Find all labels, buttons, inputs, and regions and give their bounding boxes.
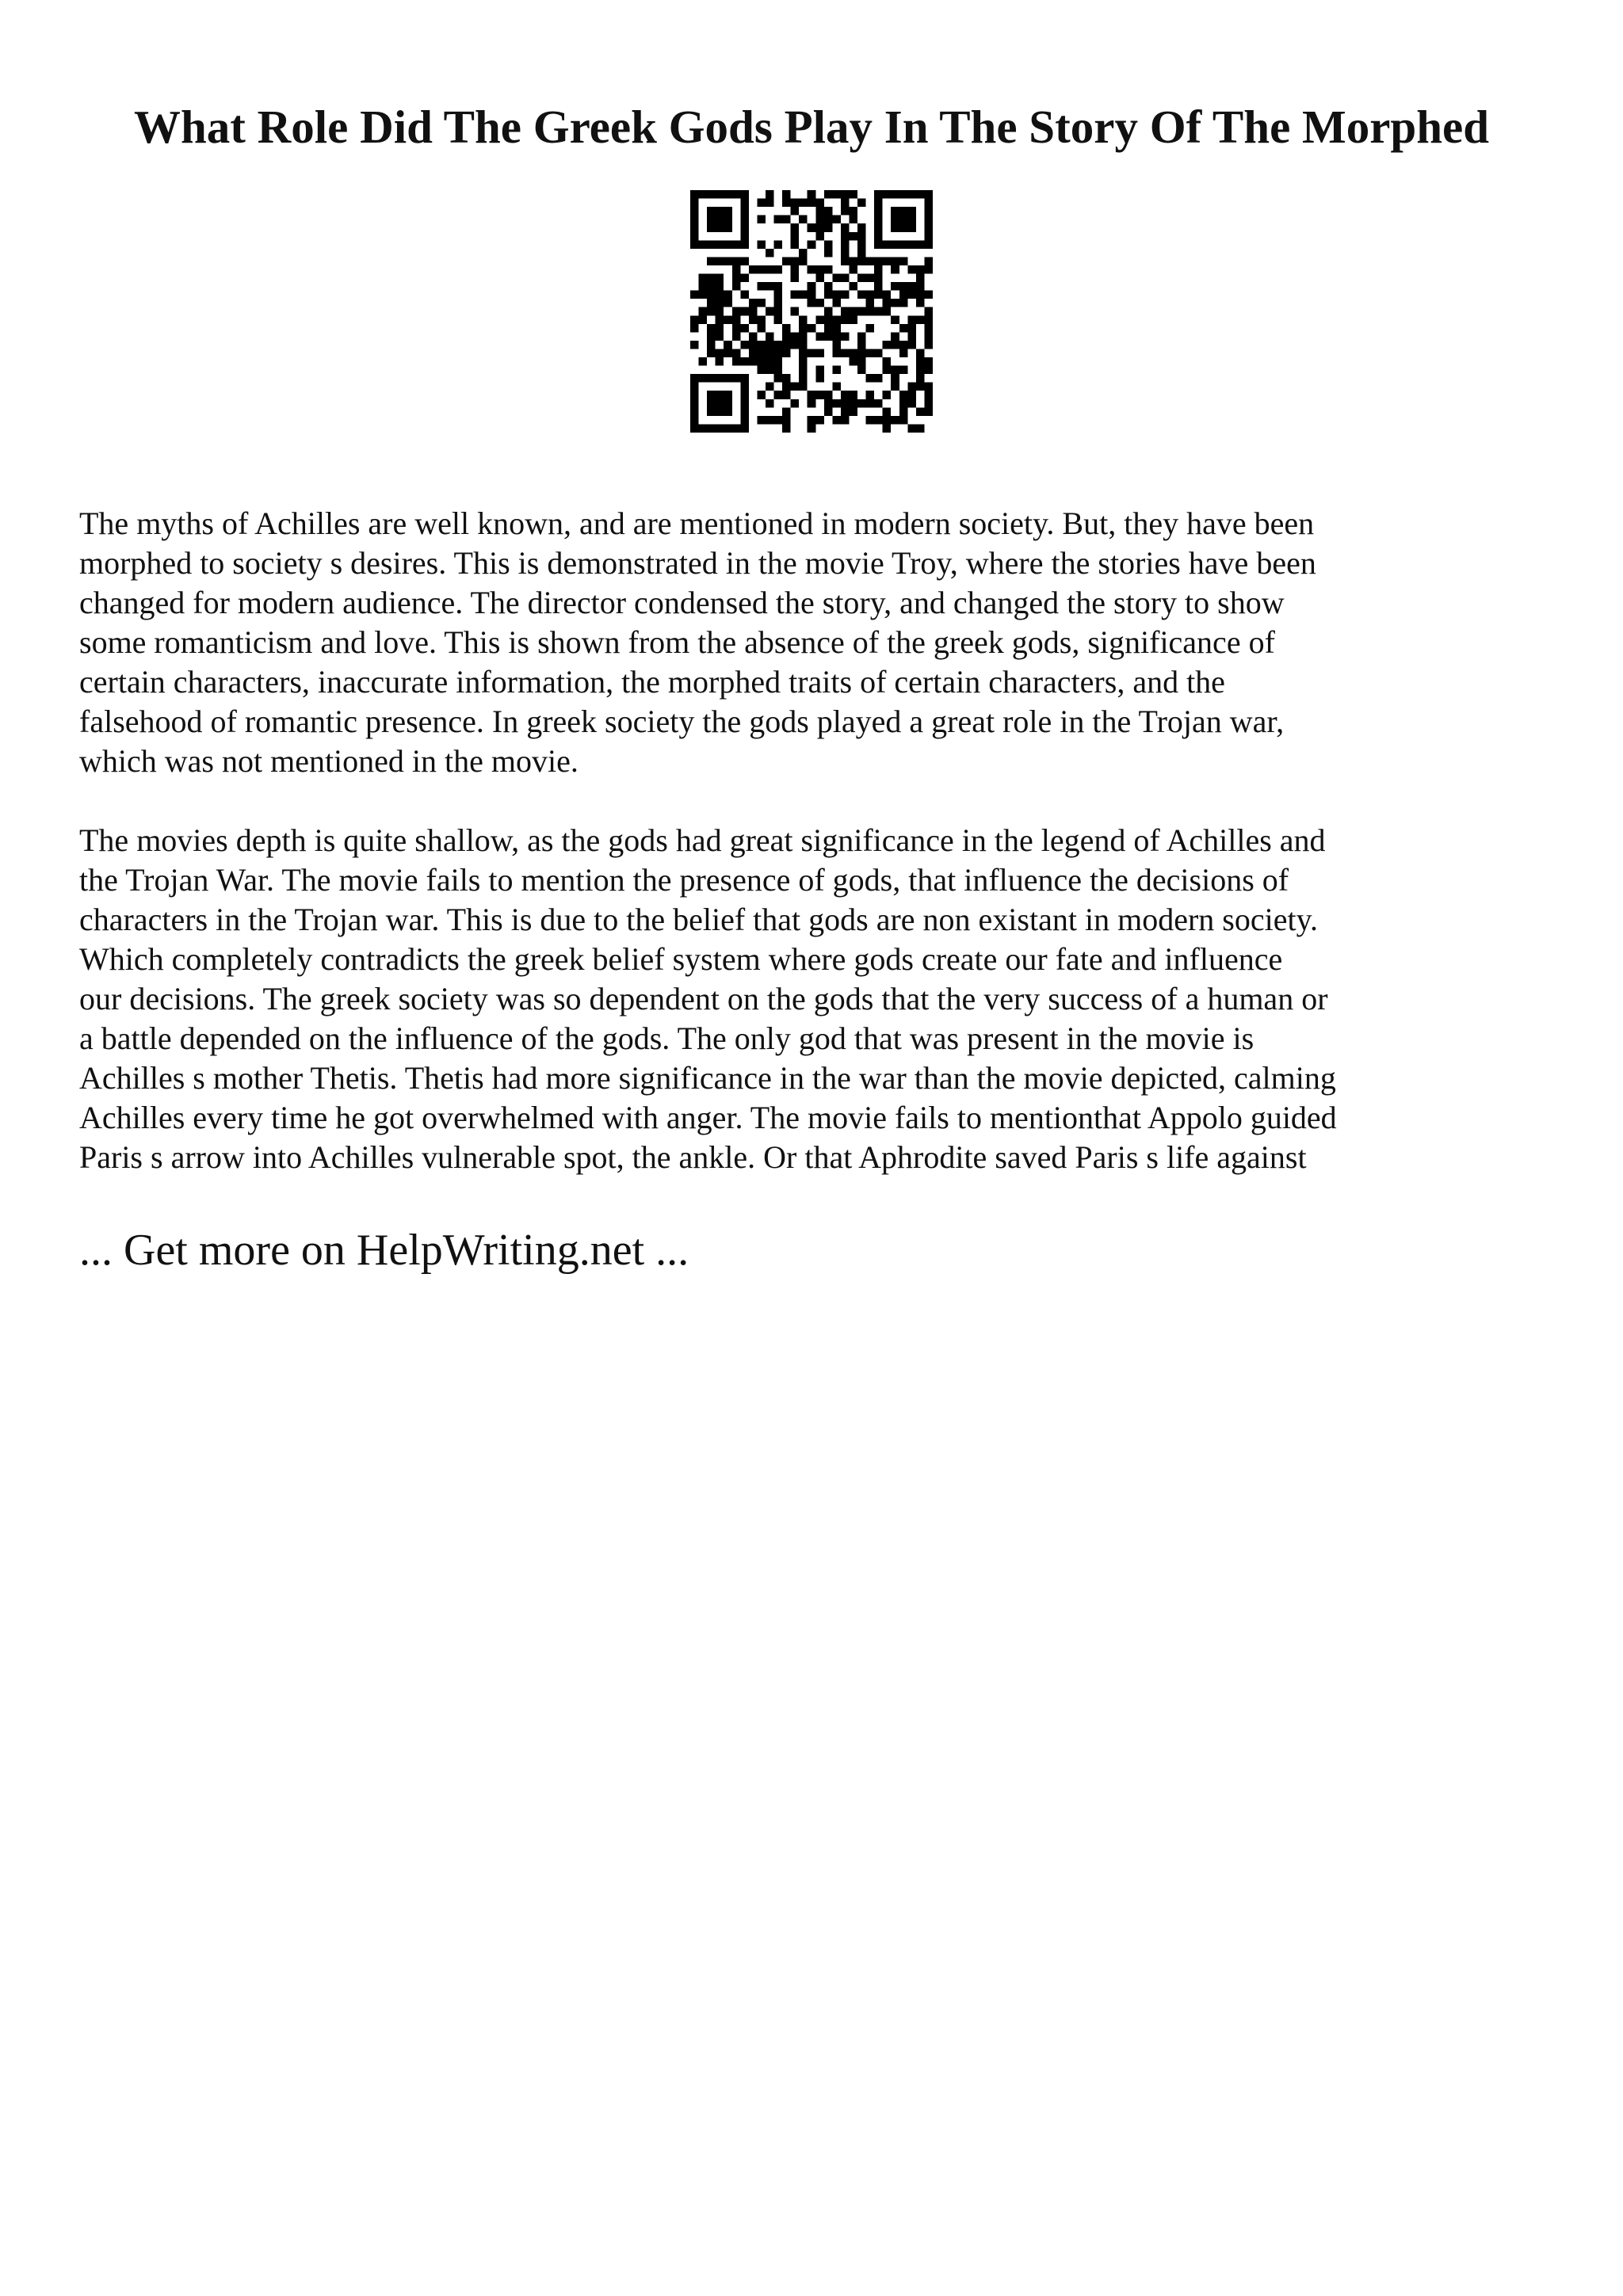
qr-code-container xyxy=(79,190,1544,433)
document-title: What Role Did The Greek Gods Play In The Story Of The Morphed xyxy=(133,101,1490,153)
qr-code-icon[interactable] xyxy=(690,190,933,433)
get-more-link[interactable]: ... Get more on HelpWriting.net ... xyxy=(79,1226,689,1275)
paragraph-intro: The myths of Achilles are well known, and are mentioned in modern society. But, they have been morphed to society s desires. This is demonstrated in the movie Troy, where the stories have been changed for modern audience. The director condensed the story, and changed the story to show some romanticism and love. This is shown from the absence of the greek gods, significance of certain characters, inaccurate information, the morphed traits of certain characters, and the falsehood of romantic presence. In greek society the gods played a great role in the Trojan war, which was not mentioned in the movie. xyxy=(79,505,1316,779)
paragraph-gods: The movies depth is quite shallow, as the gods had great significance in the legend of Achilles and the Trojan War. The movie fails to mention the presence of gods, that influence the decisions of characters in the Trojan war. This is due to the belief that gods are non existant in modern society. Which completely contradicts the greek belief system where gods create our fate and influence our decisions. The greek society was so dependent on the gods that the very success of a human or a battle depended on the influence of the gods. The only god that was present in the movie is Achilles s mother Thetis. Thetis had more significance in the war than the movie depicted, calming Achilles every time he got overwhelmed with anger. The movie fails to mentionthat Appolo guided Paris s arrow into Achilles vulnerable spot, the ankle. Or that Aphrodite saved Paris s life against xyxy=(79,822,1337,1175)
